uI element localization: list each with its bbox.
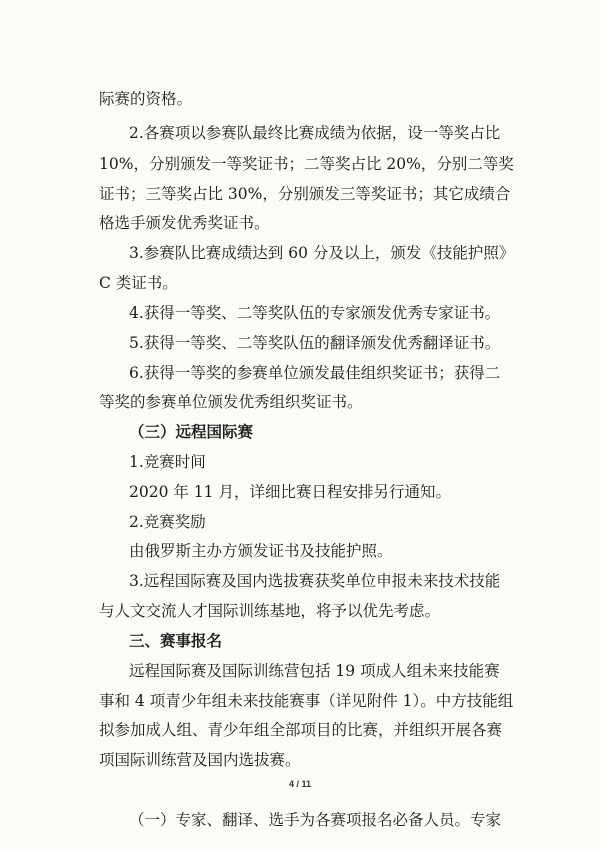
text-line: 4.获得一等奖、二等奖队伍的专家颁发优秀专家证书。 xyxy=(129,304,501,322)
text-line: 拟参加成人组、青少年组全部项目的比赛，并组织开展各赛 xyxy=(99,721,503,739)
text-line: C 类证书。 xyxy=(99,274,178,292)
section-heading: 三、赛事报名 xyxy=(129,631,223,650)
text-line: 3.参赛队比赛成绩达到 60 分及以上，颁发《技能护照》 xyxy=(129,244,515,262)
text-line: 证书；三等奖占比 30%，分别颁发三等奖证书；其它成绩合 xyxy=(99,185,511,203)
text-line: 2.各赛项以参赛队最终比赛成绩为依据，设一等奖占比 xyxy=(129,124,501,142)
text-line: 3.远程国际赛及国内选拔赛获奖单位申报未来技术技能 xyxy=(129,572,501,590)
text-line: 2.竞赛奖励 xyxy=(129,513,206,531)
text-line: 5.获得一等奖、二等奖队伍的翻译颁发优秀翻译证书。 xyxy=(129,334,501,352)
text-line: 事和 4 项青少年组未来技能赛事（详见附件 1）。中方技能组 xyxy=(99,692,514,710)
text-line: 2020 年 11 月，详细比赛日程安排另行通知。 xyxy=(129,483,451,501)
text-line: （一）专家、翻译、选手为各赛项报名必备人员。专家 xyxy=(129,811,502,829)
text-line: 远程国际赛及国际训练营包括 19 项成人组未来技能赛 xyxy=(129,662,500,680)
section-heading: （三）远程国际赛 xyxy=(129,422,254,441)
text-line: 与人文交流人才国际训练基地，将予以优先考虑。 xyxy=(99,602,441,620)
text-line: 1.竞赛时间 xyxy=(129,453,206,471)
page-number: 4 / 11 xyxy=(288,779,312,789)
text-line: 等奖的参赛单位颁发优秀组织奖证书。 xyxy=(99,393,363,411)
text-line: 10%，分别颁发一等奖证书；二等奖占比 20%，分别二等奖 xyxy=(99,155,514,173)
text-line: 项国际训练营及国内选拔赛。 xyxy=(99,751,301,769)
text-line: 际赛的资格。 xyxy=(99,90,193,108)
text-line: 由俄罗斯主办方颁发证书及技能护照。 xyxy=(129,542,393,560)
text-line: 6.获得一等奖的参赛单位颁发最佳组织奖证书；获得二 xyxy=(129,364,501,382)
text-line: 格选手颁发优秀奖证书。 xyxy=(99,214,270,232)
